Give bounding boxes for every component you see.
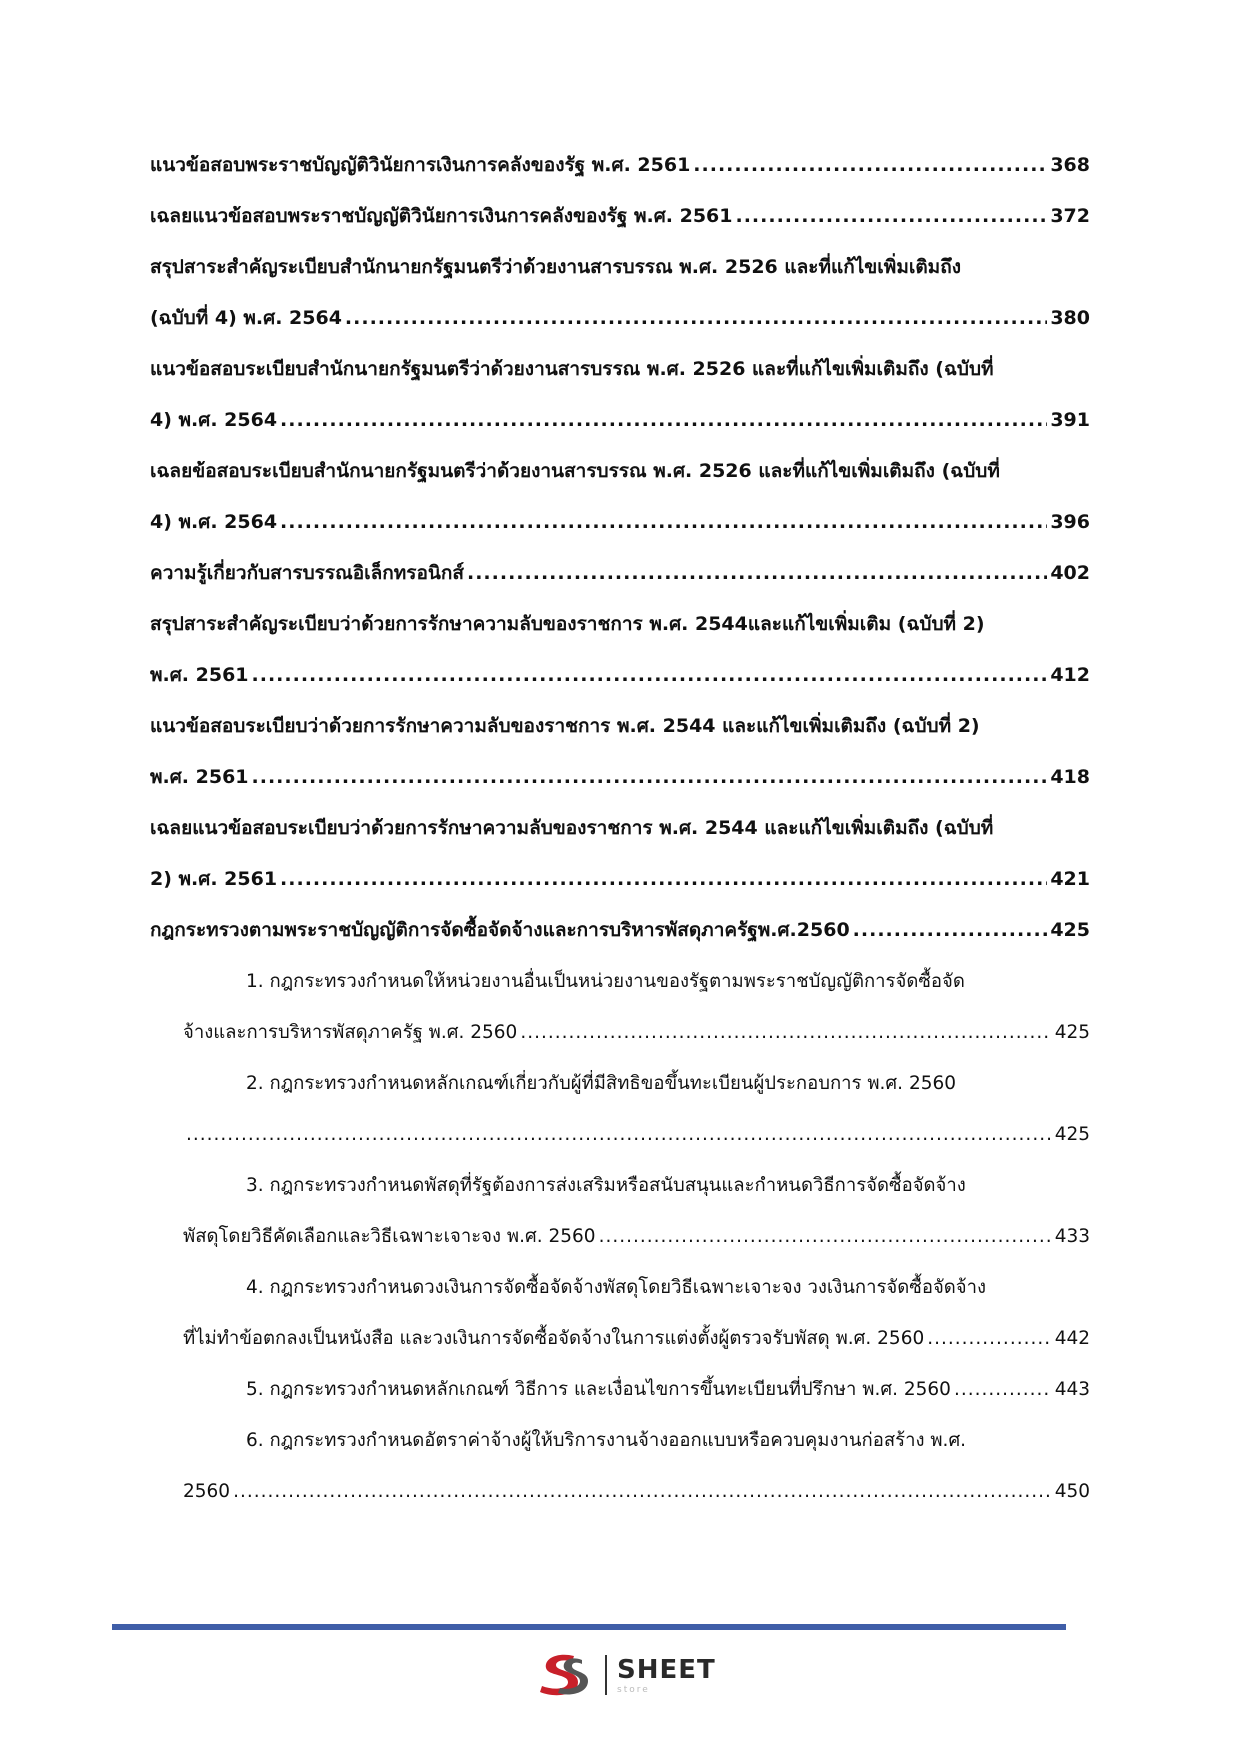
toc-page-number: 450 [1054, 1481, 1090, 1502]
toc-entry-title: พ.ศ. 2561 [150, 664, 249, 686]
dot-leader [233, 1466, 1052, 1517]
dot-leader [520, 1007, 1051, 1058]
logo-divider [605, 1655, 607, 1695]
dot-leader [252, 650, 1048, 701]
toc-entry-title: 2) พ.ศ. 2561 [150, 868, 278, 890]
dot-leader [345, 293, 1047, 344]
dot-leader [186, 1109, 1052, 1160]
toc-page-number: 421 [1050, 868, 1090, 890]
toc-entry-title: เฉลยแนวข้อสอบระเบียบว่าด้วยการรักษาความลับของราชการ พ.ศ. 2544 และแก้ไขเพิ่มเติมถึง (ฉบับที่ [150, 817, 994, 839]
dot-leader [280, 497, 1047, 548]
table-of-contents [150, 140, 1090, 1517]
dot-leader [954, 1364, 1052, 1415]
toc-entry-title: เฉลยแนวข้อสอบพระราชบัญญัติวินัยการเงินการคลังของรัฐ พ.ศ. 2561 [150, 205, 733, 227]
dot-leader [599, 1211, 1052, 1262]
toc-subentry[interactable] [150, 1262, 1090, 1364]
toc-page-number: 425 [1050, 919, 1090, 941]
toc-entry[interactable] [150, 446, 1090, 548]
dot-leader [252, 752, 1048, 803]
toc-entry-title: 4) พ.ศ. 2564 [150, 511, 278, 533]
toc-entry[interactable] [150, 242, 1090, 344]
toc-entry[interactable] [150, 191, 1090, 242]
toc-subentry[interactable] [150, 1364, 1090, 1415]
dot-leader [467, 548, 1047, 599]
toc-entry-title: แนวข้อสอบระเบียบสำนักนายกรัฐมนตรีว่าด้วยงานสารบรรณ พ.ศ. 2526 และที่แก้ไขเพิ่มเติมถึง (ฉบับที่ [150, 358, 994, 380]
dot-leader [736, 191, 1048, 242]
toc-entry[interactable] [150, 344, 1090, 446]
toc-entry-title: แนวข้อสอบระเบียบว่าด้วยการรักษาความลับของราชการ พ.ศ. 2544 และแก้ไขเพิ่มเติมถึง (ฉบับที่ 2) [150, 715, 980, 737]
toc-page-number: 442 [1054, 1328, 1090, 1349]
dot-leader [693, 140, 1047, 191]
footer-rule [112, 1624, 1066, 1630]
toc-entry-title: 2560 [183, 1481, 231, 1502]
toc-entry-title: 4. กฎกระทรวงกำหนดวงเงินการจัดซื้อจัดจ้างพัสดุโดยวิธีเฉพาะเจาะจง วงเงินการจัดซื้อจัดจ้าง [246, 1277, 987, 1298]
toc-entry-title: 4) พ.ศ. 2564 [150, 409, 278, 431]
toc-entry-title: พ.ศ. 2561 [150, 766, 249, 788]
toc-entry-title: ที่ไม่ทำข้อตกลงเป็นหนังสือ และวงเงินการจัดซื้อจัดจ้างในการแต่งตั้งผู้ตรวจรับพัสดุ พ.ศ. 2560 [183, 1328, 925, 1349]
dot-leader [853, 905, 1048, 956]
logo-text: SHEET [617, 1655, 716, 1685]
toc-entry[interactable] [150, 701, 1090, 803]
toc-page-number: 443 [1054, 1379, 1090, 1400]
toc-page-number: 396 [1050, 511, 1090, 533]
toc-entry-title: 2. กฎกระทรวงกำหนดหลักเกณฑ์เกี่ยวกับผู้ที่มีสิทธิขอขึ้นทะเบียนผู้ประกอบการ พ.ศ. 2560 [246, 1073, 957, 1094]
logo-subtext: store [617, 1685, 650, 1695]
toc-entry-title: (ฉบับที่ 4) พ.ศ. 2564 [150, 307, 342, 329]
dot-leader [927, 1313, 1051, 1364]
toc-entry[interactable] [150, 548, 1090, 599]
toc-entry[interactable] [150, 140, 1090, 191]
toc-entry[interactable] [150, 599, 1090, 701]
toc-page-number: 391 [1050, 409, 1090, 431]
toc-entry-title: กฎกระทรวงตามพระราชบัญญัติการจัดซื้อจัดจ้างและการบริหารพัสดุภาครัฐพ.ศ.2560 [150, 919, 850, 941]
toc-subentry[interactable] [150, 1058, 1090, 1160]
toc-page-number: 418 [1050, 766, 1090, 788]
toc-page-number: 425 [1054, 1022, 1090, 1043]
toc-page-number: 372 [1050, 205, 1090, 227]
toc-entry-title: แนวข้อสอบพระราชบัญญัติวินัยการเงินการคลังของรัฐ พ.ศ. 2561 [150, 154, 691, 176]
toc-entry-title: 6. กฎกระทรวงกำหนดอัตราค่าจ้างผู้ให้บริการงานจ้างออกแบบหรือควบคุมงานก่อสร้าง พ.ศ. [246, 1430, 967, 1451]
toc-page-number: 412 [1050, 664, 1090, 686]
toc-entry-title: สรุปสาระสำคัญระเบียบสำนักนายกรัฐมนตรีว่าด้วยงานสารบรรณ พ.ศ. 2526 และที่แก้ไขเพิ่มเติมถึง [150, 256, 961, 278]
toc-page-number: 433 [1054, 1226, 1090, 1247]
toc-entry[interactable] [150, 803, 1090, 905]
toc-entry-title: ความรู้เกี่ยวกับสารบรรณอิเล็กทรอนิกส์ [150, 562, 464, 584]
toc-entry-title: สรุปสาระสำคัญระเบียบว่าด้วยการรักษาความลับของราชการ พ.ศ. 2544และแก้ไขเพิ่มเติม (ฉบับที่ 2) [150, 613, 985, 635]
toc-entry-title: พัสดุโดยวิธีคัดเลือกและวิธีเฉพาะเจาะจง พ.ศ. 2560 [183, 1226, 596, 1247]
toc-entry-title: 1. กฎกระทรวงกำหนดให้หน่วยงานอื่นเป็นหน่วยงานของรัฐตามพระราชบัญญัติการจัดซื้อจัด [246, 971, 965, 992]
toc-page-number: 368 [1050, 154, 1090, 176]
toc-entry-title: เฉลยข้อสอบระเบียบสำนักนายกรัฐมนตรีว่าด้วยงานสารบรรณ พ.ศ. 2526 และที่แก้ไขเพิ่มเติมถึง (ฉบับที่ [150, 460, 1000, 482]
toc-entry-title: 5. กฎกระทรวงกำหนดหลักเกณฑ์ วิธีการ และเงื่อนไขการขึ้นทะเบียนที่ปรึกษา พ.ศ. 2560 [246, 1379, 951, 1400]
dot-leader [280, 395, 1047, 446]
toc-subentry[interactable] [150, 1160, 1090, 1262]
toc-page-number: 425 [1054, 1124, 1090, 1145]
toc-entry[interactable] [150, 905, 1090, 956]
dot-leader [280, 854, 1047, 905]
toc-subentry[interactable] [150, 956, 1090, 1058]
toc-page-number: 380 [1050, 307, 1090, 329]
toc-page-number: 402 [1050, 562, 1090, 584]
toc-entry-title: จ้างและการบริหารพัสดุภาครัฐ พ.ศ. 2560 [183, 1022, 518, 1043]
toc-subentry[interactable] [150, 1415, 1090, 1517]
toc-entry-title: 3. กฎกระทรวงกำหนดพัสดุที่รัฐต้องการส่งเสริมหรือสนับสนุนและกำหนดวิธีการจัดซื้อจัดจ้าง [246, 1175, 966, 1196]
